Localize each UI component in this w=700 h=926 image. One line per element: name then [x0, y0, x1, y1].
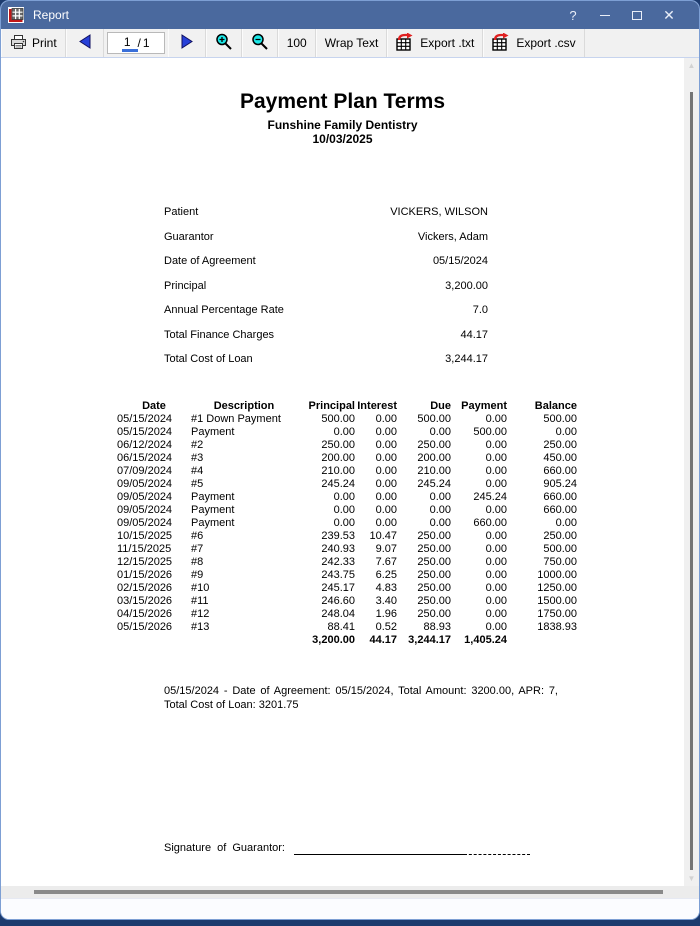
window-title: Report: [33, 8, 70, 22]
table-cell-date: 04/15/2026: [117, 608, 173, 620]
detail-label: Total Finance Charges: [164, 328, 275, 341]
table-cell-payment: 0.00: [485, 413, 507, 425]
table-header-cell: Description: [213, 400, 275, 412]
table-cell-payment: 660.00: [473, 517, 507, 529]
current-page: 1: [122, 35, 138, 52]
status-bar: [1, 898, 699, 920]
table-cell-due: 500.00: [417, 413, 451, 425]
schedule-table: [117, 400, 577, 647]
table-cell-description: #13: [191, 621, 210, 633]
table-cell-payment: 0.00: [485, 582, 507, 594]
table-row: [117, 556, 577, 569]
table-cell-due: 0.00: [429, 517, 451, 529]
table-cell-payment: 0.00: [485, 452, 507, 464]
table-cell-payment: 0.00: [485, 543, 507, 555]
table-cell-principal: 243.75: [321, 569, 355, 581]
vertical-scrollbar[interactable]: [684, 58, 699, 886]
detail-value: VICKERS, WILSON: [390, 206, 488, 218]
table-cell-balance: 250.00: [543, 530, 577, 542]
table-row: [117, 530, 577, 543]
table-cell-date: 02/15/2026: [117, 582, 173, 594]
table-cell-principal: 210.00: [321, 465, 355, 477]
table-header-cell: Payment: [461, 400, 507, 412]
table-cell-interest: 0.00: [375, 465, 397, 477]
export-table-icon: [396, 33, 415, 54]
table-cell-payment: 0.00: [485, 556, 507, 568]
detail-label: Patient: [164, 206, 199, 218]
export-txt-button[interactable]: Export .txt: [387, 29, 483, 57]
report-grid-icon: [8, 7, 24, 23]
table-cell-payment: 500.00: [473, 426, 507, 438]
table-row: [117, 582, 577, 595]
table-cell-interest: 6.25: [375, 569, 397, 581]
table-cell-interest: 10.47: [369, 530, 397, 542]
detail-row: [164, 280, 488, 293]
page-indicator[interactable]: [107, 32, 165, 54]
table-cell-principal: 248.04: [321, 608, 355, 620]
zoom-out-icon: [251, 33, 269, 54]
detail-value: 7.0: [472, 304, 488, 316]
detail-row: [164, 255, 488, 268]
page-title: Payment Plan Terms: [239, 90, 446, 113]
arrow-left-icon: [77, 33, 93, 53]
maximize-button[interactable]: [621, 3, 653, 27]
report-note: 05/15/2024 - Date of Agreement: 05/15/2024, Total Amount: 3200.00, APR: 7, Total Cost of Loan: 3201.75: [164, 685, 558, 711]
previous-page-button[interactable]: [66, 29, 104, 57]
table-cell-description: #12: [191, 608, 210, 620]
table-cell-principal: 245.24: [321, 478, 355, 490]
table-header-cell: Interest: [357, 400, 397, 412]
page-separator: /: [137, 36, 141, 50]
close-button[interactable]: ✕: [663, 6, 675, 23]
table-cell-description: #4: [191, 465, 204, 477]
table-cell-balance: 0.00: [555, 517, 577, 529]
signature-line: [294, 844, 464, 855]
table-row: [117, 426, 577, 439]
horizontal-scroll-thumb[interactable]: [34, 890, 663, 894]
table-cell-interest: 0.00: [375, 491, 397, 503]
table-cell-principal: 500.00: [321, 413, 355, 425]
detail-row: [164, 206, 488, 219]
table-cell-payment: 245.24: [473, 491, 507, 503]
table-cell-description: #5: [191, 478, 204, 490]
table-cell-principal: 250.00: [321, 439, 355, 451]
table-cell-principal: 246.60: [321, 595, 355, 607]
table-cell-interest: 0.00: [375, 504, 397, 516]
table-cell-payment: 0.00: [485, 608, 507, 620]
table-cell-interest: 1.96: [375, 608, 397, 620]
table-cell-date: 05/15/2026: [117, 621, 173, 633]
toolbar: [1, 29, 699, 58]
table-row: [117, 543, 577, 556]
zoom-out-button[interactable]: [242, 29, 278, 57]
detail-label: Guarantor: [164, 230, 214, 243]
table-row: [117, 478, 577, 491]
table-cell-balance: 660.00: [543, 491, 577, 503]
table-cell-principal: 200.00: [321, 452, 355, 464]
table-cell-due: 250.00: [417, 556, 451, 568]
report-page: [1, 58, 684, 886]
table-cell-payment: 0.00: [485, 478, 507, 490]
table-cell-principal: 240.93: [321, 543, 355, 555]
table-cell-description: #8: [191, 556, 204, 568]
table-cell-balance: 1000.00: [537, 569, 577, 581]
table-cell-interest: 9.07: [375, 543, 397, 555]
table-cell-interest: 0.00: [375, 478, 397, 490]
detail-value: Vickers, Adam: [417, 230, 488, 243]
zoom-in-icon: [215, 33, 233, 54]
table-cell-principal: 239.53: [321, 530, 355, 542]
table-cell-date: 09/05/2024: [117, 517, 173, 529]
table-cell-interest: 0.00: [375, 426, 397, 438]
zoom-level-button[interactable]: 100: [278, 29, 316, 57]
total-pages: 1: [142, 36, 150, 50]
export-csv-button[interactable]: Export .csv: [483, 29, 584, 57]
table-header-row: [117, 400, 577, 413]
table-cell-principal: 0.00: [333, 517, 355, 529]
table-cell-date: 06/15/2024: [117, 452, 173, 464]
table-cell-date: 01/15/2026: [117, 569, 173, 581]
table-cell-interest: 3.40: [375, 595, 397, 607]
table-cell-due: 245.24: [417, 478, 451, 490]
signature-line-dashed: [464, 844, 530, 855]
table-cell-due: 210.00: [417, 465, 451, 477]
table-cell-principal: 0.00: [333, 504, 355, 516]
table-cell-due: 250.00: [417, 569, 451, 581]
table-cell-description: #1 Down Payment: [191, 413, 281, 425]
table-cell-description: Payment: [191, 491, 235, 503]
table-cell-interest: 0.00: [375, 413, 397, 425]
table-cell-description: Payment: [191, 426, 235, 438]
table-cell-interest: 7.67: [375, 556, 397, 568]
table-row: [117, 608, 577, 621]
minimize-button[interactable]: [589, 3, 621, 27]
zoom-in-button[interactable]: [206, 29, 242, 57]
table-cell-description: #3: [191, 452, 204, 464]
table-cell-balance: 0.00: [555, 426, 577, 438]
detail-row: [164, 329, 488, 342]
table-cell-payment: 0.00: [485, 465, 507, 477]
table-cell-interest: 0.00: [375, 452, 397, 464]
table-cell-description: #7: [191, 543, 204, 555]
table-row: [117, 413, 577, 426]
table-cell-due: 0.00: [429, 504, 451, 516]
table-cell-date: 09/05/2024: [117, 478, 173, 490]
table-cell-payment: 0.00: [485, 595, 507, 607]
table-cell-balance: 660.00: [543, 465, 577, 477]
detail-value: 3,200.00: [445, 279, 488, 292]
table-cell-due: 88.93: [423, 621, 451, 633]
help-button[interactable]: ?: [569, 7, 577, 23]
table-cell-due: 250.00: [417, 608, 451, 620]
table-cell-payment: 0.00: [485, 530, 507, 542]
table-cell-due: 0.00: [429, 491, 451, 503]
practice-name: Funshine Family Dentistry: [267, 118, 418, 132]
document-viewport: [1, 58, 699, 886]
detail-label: Principal: [164, 279, 207, 292]
table-row: [117, 569, 577, 582]
detail-label: Annual Percentage Rate: [164, 304, 284, 316]
detail-value: 44.17: [460, 328, 488, 341]
table-cell-date: 03/15/2026: [117, 595, 173, 607]
table-cell-balance: 1838.93: [537, 621, 577, 633]
printer-icon: [10, 34, 27, 53]
table-cell-date: 07/09/2024: [117, 465, 173, 477]
table-header-cell: Principal: [308, 400, 355, 412]
table-cell-interest: 4.83: [375, 582, 397, 594]
scroll-down-icon[interactable]: ▼: [687, 874, 696, 883]
next-page-button[interactable]: [168, 29, 206, 57]
table-cell-payment: 0.00: [485, 621, 507, 633]
totals-row: [117, 634, 577, 647]
detail-row: [164, 353, 488, 366]
table-cell-date: 05/15/2024: [117, 426, 173, 438]
table-row: [117, 517, 577, 530]
detail-value: 3,244.17: [445, 353, 488, 365]
table-cell-principal: 0.00: [333, 491, 355, 503]
table-cell-date: 09/05/2024: [117, 504, 173, 516]
scroll-up-icon[interactable]: ▲: [687, 61, 696, 70]
table-cell-balance: 750.00: [543, 556, 577, 568]
table-row: [117, 465, 577, 478]
table-cell-date: 12/15/2025: [117, 556, 173, 568]
table-cell-due: 200.00: [417, 452, 451, 464]
table-cell-description: Payment: [191, 517, 235, 529]
table-cell-due: 250.00: [417, 595, 451, 607]
detail-label: Date of Agreement: [164, 255, 256, 267]
print-button[interactable]: Print: [1, 29, 66, 57]
details-list: [164, 206, 488, 366]
total-due: 3,244.17: [408, 634, 451, 646]
table-row: [117, 595, 577, 608]
horizontal-scrollbar[interactable]: [1, 886, 699, 898]
table-cell-description: #10: [191, 582, 210, 594]
table-cell-balance: 1250.00: [537, 582, 577, 594]
detail-value: 05/15/2024: [432, 255, 488, 267]
table-cell-principal: 88.41: [327, 621, 355, 633]
table-cell-balance: 660.00: [543, 504, 577, 516]
table-cell-balance: 450.00: [543, 452, 577, 464]
table-cell-due: 250.00: [417, 543, 451, 555]
table-row: [117, 452, 577, 465]
signature-block: [164, 842, 684, 855]
table-cell-balance: 905.24: [543, 478, 577, 490]
vertical-scroll-thumb[interactable]: [690, 92, 693, 870]
table-cell-due: 250.00: [417, 582, 451, 594]
table-cell-date: 06/12/2024: [117, 439, 173, 451]
table-cell-due: 250.00: [417, 530, 451, 542]
table-cell-date: 09/05/2024: [117, 491, 173, 503]
table-row: [117, 439, 577, 452]
arrow-right-icon: [179, 33, 195, 53]
minimize-icon: [600, 15, 610, 16]
detail-row: [164, 231, 488, 244]
table-cell-principal: 0.00: [333, 426, 355, 438]
table-cell-balance: 1500.00: [537, 595, 577, 607]
table-cell-balance: 500.00: [543, 413, 577, 425]
table-cell-balance: 250.00: [543, 439, 577, 451]
total-interest: 44.17: [369, 634, 397, 646]
maximize-icon: [632, 11, 642, 20]
table-cell-date: 05/15/2024: [117, 413, 173, 425]
table-header-cell: Balance: [534, 400, 577, 412]
table-cell-payment: 0.00: [485, 439, 507, 451]
table-cell-description: #2: [191, 439, 204, 451]
table-header-cell: Date: [142, 400, 166, 412]
table-cell-date: 10/15/2025: [117, 530, 173, 542]
total-principal: 3,200.00: [312, 634, 355, 646]
table-cell-description: #9: [191, 569, 204, 581]
table-cell-due: 0.00: [429, 426, 451, 438]
table-header-cell: Due: [430, 400, 451, 412]
table-cell-payment: 0.00: [485, 504, 507, 516]
table-cell-interest: 0.52: [375, 621, 397, 633]
detail-row: [164, 304, 488, 317]
table-cell-description: #6: [191, 530, 204, 542]
table-cell-principal: 242.33: [321, 556, 355, 568]
signature-label: Signature of Guarantor:: [164, 842, 285, 854]
table-cell-interest: 0.00: [375, 439, 397, 451]
title-bar: [1, 1, 699, 29]
table-cell-due: 250.00: [417, 439, 451, 451]
table-cell-principal: 245.17: [321, 582, 355, 594]
report-date: 10/03/2025: [312, 132, 373, 146]
table-row: [117, 504, 577, 517]
total-payment: 1,405.24: [464, 634, 507, 646]
table-row: [117, 621, 577, 634]
detail-label: Total Cost of Loan: [164, 353, 253, 365]
wrap-text-button[interactable]: Wrap Text: [316, 29, 388, 57]
export-table-icon: [492, 33, 511, 54]
table-cell-balance: 1750.00: [537, 608, 577, 620]
table-cell-description: Payment: [191, 504, 235, 516]
table-cell-payment: 0.00: [485, 569, 507, 581]
table-cell-description: #11: [191, 595, 209, 607]
table-cell-interest: 0.00: [375, 517, 397, 529]
table-row: [117, 491, 577, 504]
table-cell-date: 11/15/2025: [117, 543, 172, 555]
table-cell-balance: 500.00: [543, 543, 577, 555]
